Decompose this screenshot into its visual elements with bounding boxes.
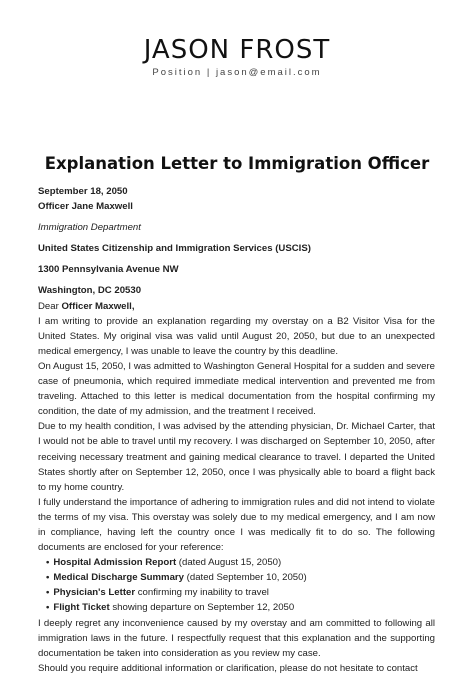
list-item: • Hospital Admission Report (dated August 15, 2050) (46, 557, 282, 569)
letter-body (38, 184, 435, 676)
list-item: • Medical Discharge Summary (dated September 10, 2050) (46, 572, 307, 584)
sender-contact: Position | jason@email.com (152, 67, 322, 78)
recipient-organization: United States Citizenship and Immigration Services (USCIS) (38, 243, 311, 255)
list-item: • Flight Ticket showing departure on September 12, 2050 (46, 602, 295, 614)
letter-date: September 18, 2050 (38, 186, 128, 197)
bullet-icon: • (46, 557, 50, 569)
salutation-prefix: Dear (38, 300, 62, 312)
recipient-department: Immigration Department (38, 222, 141, 234)
salutation-name: Officer Maxwell, (61, 300, 135, 312)
paragraph: I fully understand the importance of adhering to immigration rules and did not intend to violate the terms of my visa. This overstay was solely due to my medical emergency, and I am now in compliance, having left the country once I was medically fit to do so. The following documents are enclosed for your reference: (38, 496, 435, 554)
paragraph: Due to my health condition, I was advised by the attending physician, Dr. Michael Carter, that I would not be able to travel until my recovery. I was discharged on September 10, 2050, after receiving necessary treatment and gaining medical clearance to travel. I departed the United States shortly after on September 12, 2050, once I was physically able to board a flight back to my home country. (38, 421, 435, 493)
paragraph: I am writing to provide an explanation regarding my overstay on a B2 Visitor Visa for the United States. My original visa was valid until August 20, 2050, but due to an unexpected medical emergency, I was unable to leave the country by this deadline. (38, 315, 435, 357)
recipient-street: 1300 Pennsylvania Avenue NW (38, 264, 179, 276)
closing-paragraph: I deeply regret any inconvenience caused by my overstay and am committed to following all immigration laws in the future. I respectfully request that this explanation and the supporting documentation be taken into consideration as you review my case. (38, 617, 435, 659)
recipient-name: Officer Jane Maxwell (38, 201, 133, 213)
truncated-paragraph: Should you require additional information or clarification, please do not hesitate to contact (38, 662, 418, 674)
enclosed-documents-list (38, 555, 435, 615)
salutation (38, 299, 435, 314)
paragraph: On August 15, 2050, I was admitted to Washington General Hospital for a sudden and severe case of pneumonia, which required immediate medical intervention and prevented me from traveling. Attached to this letter is medical documentation from the hospital confirming my condition, the date of my admission, and the treatment I received. (38, 360, 435, 418)
bullet-icon: • (46, 602, 50, 614)
list-item: • Physician's Letter confirming my inability to travel (46, 587, 269, 599)
bullet-icon: • (46, 572, 50, 584)
recipient-city: Washington, DC 20530 (38, 285, 142, 297)
bullet-icon: • (46, 587, 50, 599)
letter-title: Explanation Letter to Immigration Officer (44, 154, 430, 173)
sender-name: JASON FROST (143, 35, 331, 65)
